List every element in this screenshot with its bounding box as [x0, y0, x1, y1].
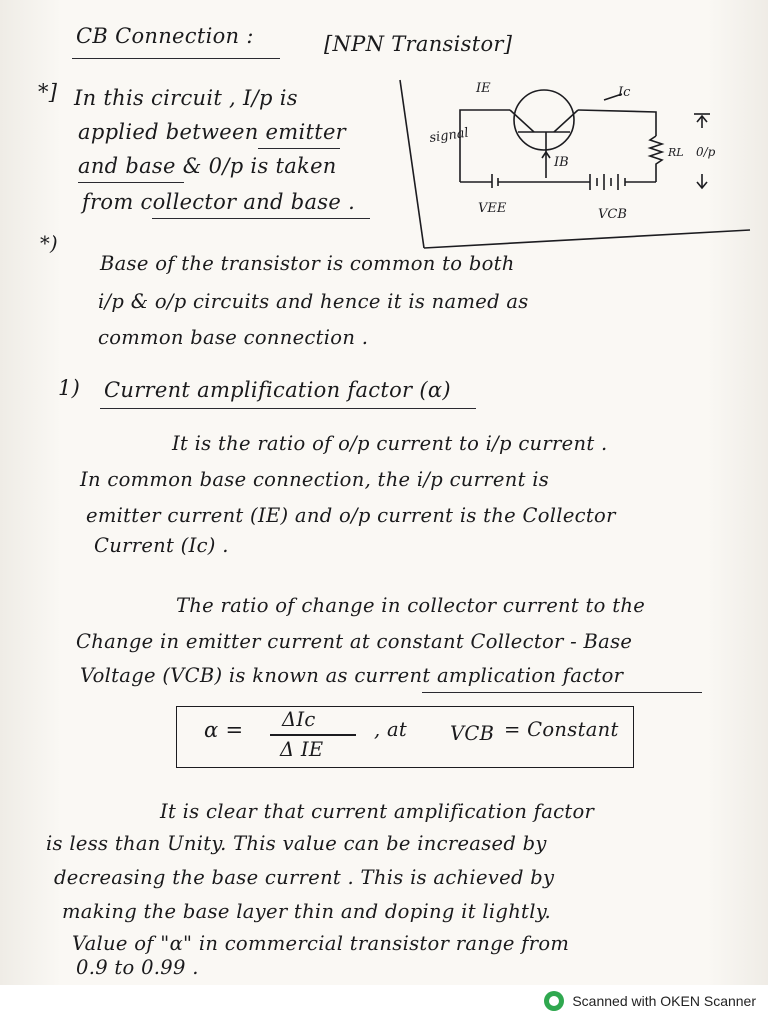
para3-line-2: is less than Unity. This value can be increased by [46, 832, 547, 855]
scanner-text: Scanned with OKEN Scanner [572, 993, 756, 1009]
para1-line-2: In common base connection, the i/p current is [80, 468, 550, 491]
section1-title: Current amplification factor (α) [104, 378, 451, 402]
label-ib: IB [554, 155, 569, 170]
para3-line-6: 0.9 to 0.99 . [76, 956, 199, 979]
label-vcb: VCB [598, 207, 627, 222]
para1-line-1: It is the ratio of o/p current to i/p current . [172, 432, 608, 455]
transistor-symbol [514, 90, 574, 150]
formula-fraction-bar [270, 734, 356, 736]
base-underline [78, 182, 184, 183]
common-base-circuit-diagram [394, 70, 768, 260]
para2-line-3: Voltage (VCB) is known as current amplication factor [80, 664, 624, 687]
para3-line-1: It is clear that current amplification factor [160, 800, 595, 823]
point2-line-1: Base of the transistor is common to both [100, 252, 515, 275]
scanner-badge [544, 991, 756, 1011]
para3-line-5: Value of "α" in commercial transistor range from [72, 932, 570, 955]
point1-line-2: applied between emitter [78, 120, 347, 144]
label-signal: signal [428, 125, 470, 146]
point1-line-3: and base & 0/p is taken [78, 154, 337, 178]
point2-line-2: i/p & o/p circuits and hence it is named as [98, 290, 529, 313]
para2-line-2: Change in emitter current at constant Collector - Base [76, 630, 633, 653]
section1-title-underline [100, 408, 476, 409]
label-vee: VEE [478, 201, 507, 216]
formula-rhs: = Constant [504, 718, 619, 741]
para2-line-1: The ratio of change in collector current to the [176, 594, 646, 617]
point1-line-1: In this circuit , I/p is [74, 86, 298, 110]
point1-marker: *] [38, 80, 58, 104]
point1-line-4: from collector and base . [82, 190, 356, 214]
label-ie: IE [476, 81, 491, 96]
scanner-logo-icon [544, 991, 564, 1011]
formula-vcb: VCB [450, 722, 495, 745]
label-op: 0/p [696, 145, 716, 159]
heading-right: [NPN Transistor] [324, 32, 513, 56]
para3-line-4: making the base layer thin and doping it lightly. [62, 900, 551, 923]
heading-left: CB Connection : [76, 24, 254, 48]
emitter-underline [258, 148, 340, 149]
formula-numerator: ΔIc [282, 708, 316, 731]
formula-condition: , at [374, 718, 408, 741]
point2-line-3: common base connection . [98, 326, 369, 349]
point2-marker: *) [40, 232, 58, 255]
formula-lhs: α = [204, 718, 244, 742]
heading-underline [72, 58, 280, 59]
collector-base-underline [152, 218, 370, 219]
current-amplication-factor-underline [422, 692, 702, 693]
section1-number: 1) [58, 376, 81, 400]
para3-line-3: decreasing the base current . This is achieved by [54, 866, 555, 889]
label-rl: RL [668, 146, 684, 159]
para1-line-3: emitter current (IE) and o/p current is the Collector [86, 504, 616, 527]
formula-denominator: Δ IE [280, 738, 324, 761]
label-ic: Ic [618, 85, 631, 100]
load-resistor [650, 136, 662, 178]
para1-line-4: Current (Ic) . [94, 534, 229, 557]
